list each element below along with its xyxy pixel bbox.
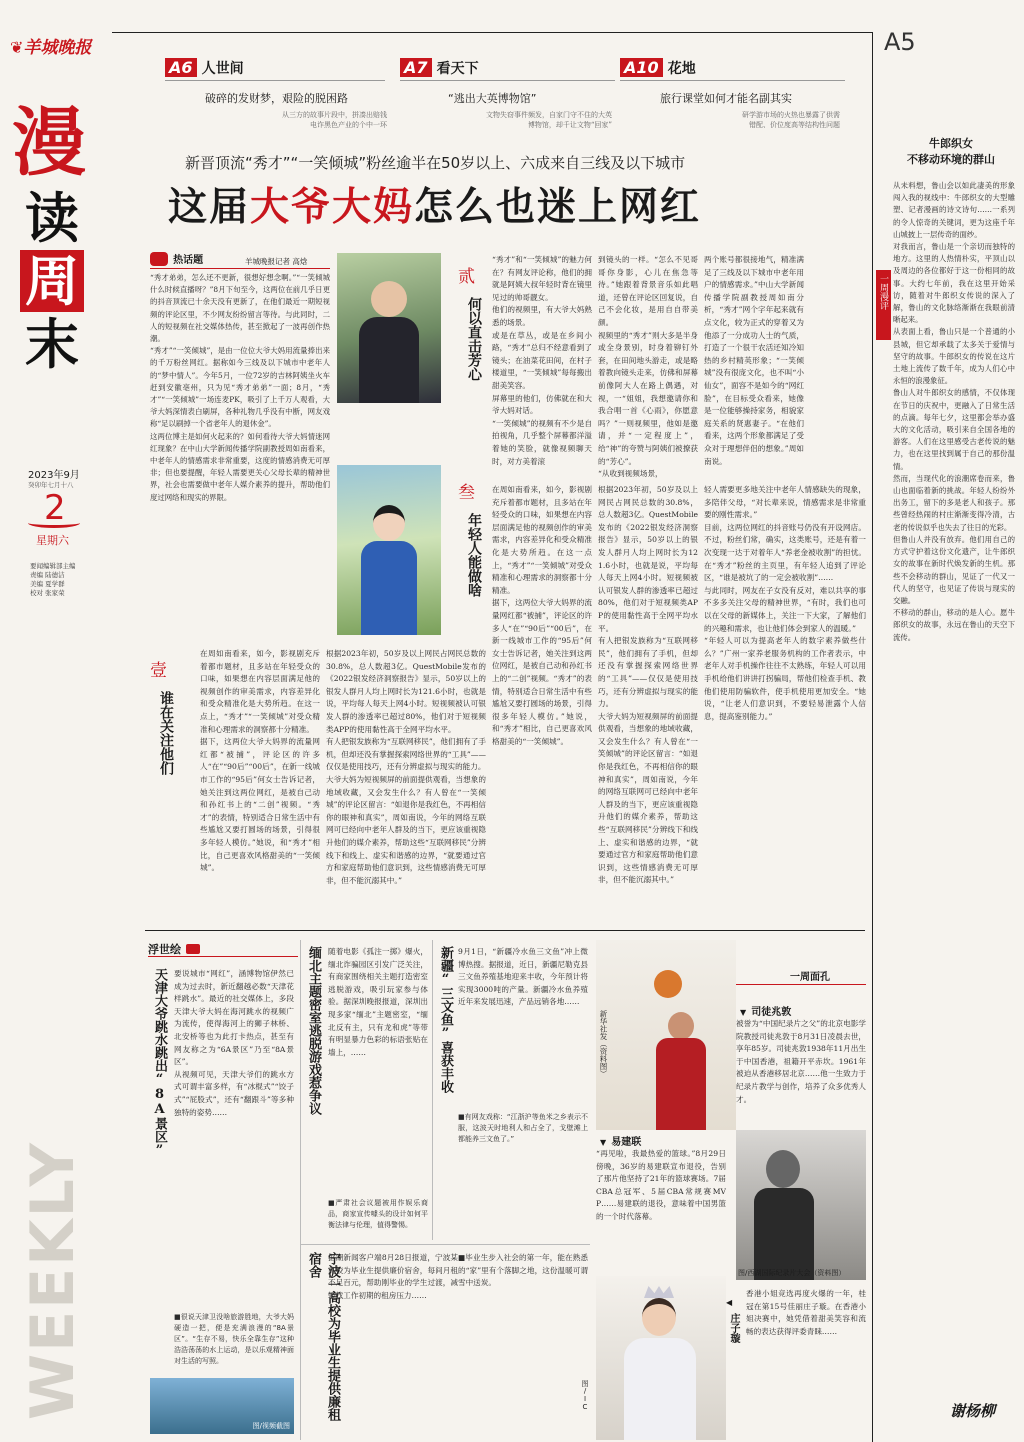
nav-strip (165, 58, 865, 140)
photo-zhuang-zixuan (596, 1276, 726, 1440)
nav-headline: “逃出大英博物馆” (448, 92, 537, 105)
section-marker-1: 壹 谁在关注他们 (150, 661, 174, 775)
float-item-title: 宁波一高校为毕业生提供廉租宿舍 (306, 1252, 340, 1421)
photo-yi-jianlian (596, 940, 736, 1130)
lead-col-a2: 根据2023年初，50岁及以上网民占网民总数的30.8%，总人数超3亿。QuestMobile发布的《2022银发经济洞察报告》显示，50岁以上的银发人群月人均上网时长为121.6小时，也就是说，平均每人每天上网4小时。短视频被认可银发人群的渗透率已超过80%，他们对于短视频类APP的使用黏性高于全网平均水平。 有人把银发族称为“互联网移民”，他们拥有了手机，但却还没有掌握探索网络世界的“工具”——仅仅是使用技巧，还有分辨虚拟与现实的能力。 大爷大妈为短视频屏的前面提供观看，当想象的地域收藏，又会发生什么？有人曾在“一笑倾城”的评论区留言：“如退你是我红色，不再相信你的眼神和真实”，周如南说，今年的网络互联网可已经向中老年人群及的当下，更应该重视隐升他们的媒介素养，帮助这些“互联网移民”分辨线下和线上、虚实和谐感的边界，“就要通过官方和家庭帮助他们意识到，这些情感消费无可厚非，但不能沉溺其中。” (326, 649, 486, 885)
people-name-2: ▼ 司徒兆敦 (740, 1007, 792, 1018)
lunar-date: 癸卯年七月十八 (28, 481, 74, 489)
section-marker-2: 贰 何以直击芳心 (458, 267, 482, 381)
review-title: 牛郎织女 不移动环境的群山 (907, 137, 995, 166)
people-text-3: 香港小姐竞选再度火爆的一年，桂冠在第15号佳丽庄子璇。在香港小姐决赛中，她凭借着甜美笑容和流畅的表达获得评委青睐…… (746, 1289, 866, 1336)
nav-item-a10[interactable] (620, 58, 860, 129)
masthead-logo: ❦羊城晚报 (10, 38, 92, 58)
basketball-icon (654, 970, 682, 998)
people-text-2: 被誉为“中国纪录片之父”的北京电影学院教授司徒兆敦于8月31日凌晨去世，享年85岁。司徒兆敦1938年11月出生于中国香港，祖籍开平赤坎。1961年被迫从香港移居北京……他一生致力于纪录片教学与创作，培养了众多优秀人才。 (736, 1019, 866, 1104)
review-tag: 一周漫评 (876, 270, 891, 340)
hot-topic-tag: 热话题 (150, 248, 203, 267)
nav-name: 看天下 (436, 61, 479, 77)
photo-situ-zhaodun (736, 1130, 866, 1280)
crown-icon (644, 1286, 674, 1298)
section-title-char: 漫 (12, 100, 86, 186)
lead-col-e: 在周如南看来，如今，影视剧充斥着都市题材，且多站在年轻受众的口味，如果想在内容层面满足他的视频创作的审美需求，内容差异化和受众精准化是大势所趋。在这一点上，“秀才”“一笑倾城”对受众精准和心理需求的洞察都十分精准。 据下，这两位大爷大妈界的流量网红都“被捕”，评论区的许多人“在”“90后”“00后”，在新一线城市工作的“95后”何女士告诉记者，她关注到这两位网红，是被自己动和孙红书上的“二创”视频。“秀才”的表情，特别适合日常生活中有些尴尬又要打圆场的场景，引得很多年轻人模仿。”她说，和“秀才”相比，自己更喜欢风格甜美的“一笑倾城”。 (492, 485, 592, 746)
section-marker-3: 叁 年轻人能做啥 (458, 483, 482, 597)
float-item-note: ■很说天津卫没啥旅游胜地，大爷大妈硬造一把，便是充满浪漫的“8A景区”。“生存不易，快乐全靠生存”这种浩浩荡荡的水上运动，是以乐观精神面对生活的写照。 (174, 1313, 294, 1365)
nav-sub: 文物失窃事件频发，自家门守不住的大英 博物馆，却千让文物“回家” (486, 111, 612, 129)
photo-tianjin-dive (150, 1378, 294, 1434)
chat-bubble-icon (150, 252, 168, 266)
float-item-title: 缅北主题密室逃脱游戏惹争议 (306, 946, 321, 1115)
nav-code: A6 (165, 58, 197, 77)
photo-caption: 图/IC (581, 1380, 589, 1411)
photo-credit: 图/视频截图 (252, 1422, 290, 1430)
float-item-text: 9月1日，“新疆冷水鱼三文鱼”冲上微博热搜。据报道，近日，新疆尼勒克县三文鱼养殖基地迎来丰收，今年预计将实现3000吨的产量。新疆冷水鱼养殖近年来发展迅速，产品远销各地…… (458, 947, 588, 1007)
triangle-icon: ▼ (600, 1138, 607, 1147)
camera-icon (186, 944, 200, 954)
float-item-title: 天津大爷跳水跳出“8A景区” (152, 968, 167, 1158)
lead-title: 这届大爷大妈怎么也迷上网红 (168, 185, 702, 230)
lead-col-g: 轻人需要更多地关注中老年人情感缺失的现象，多陪伴父母，“对长辈来说，情感需求是非常重要的刚性需求。” 目前，这两位网红的抖音账号仍没有开设网店。不过，粉丝们常，确实，这类账号，还是有着一次变现一达于对着年人“养老金被收割”的担忧。在“秀才”粉丝的主页里，有年轻人追到了评论区，“谁是被坑了的一定会被收割”…… 与此同时，网友在子女没有反对，难以共享的事不多多关注父母的精神世界，“有时，我们也可以在父母的新媒体上，关注一下大家，了解他们的兴趣和需求，也让他们体会到家人的温暖。” “年轻人可以为提高老年人的数字素养做些什么？”广州一家养老服务机构的工作者表示，中老年人对手机操作往往不太熟练，年轻人可以用手机给他们讲讲打拐骗局，帮他们检查手机、教他们使用防骗软件，使手机使用更加安全。“她说，“让老人们意识到，不要轻易泄露个人信息，提高鉴别能力。” (704, 485, 866, 721)
nav-item-a6[interactable] (165, 58, 395, 129)
photo-caption: 新华社发（资料图） (599, 1010, 608, 1078)
review-text: 从未料想，鲁山会以如此凄美的形象闯入我的视线中：牛郎织女的大型雕塑、记者漫画的诗文诗句……一系列的令人惊奇的关键词，更为这座千年山城披上一层传奇的面纱。 对我而言，鲁山是一个亲切而独特的地方。这里的人热情朴实，平顶山以及周边的各位都好于这一份相同的故事。大约七年前，我在这里开始采访，随着对牛郎织女传说的深入了解，鲁山的文化脉络渐渐在我眼前清晰起来。 从表面上看，鲁山只是一个普通的小县城，但它却承载了太多关于爱情与坚守的故事。牛郎织女的传说在这片土地上流传了数千年，成为人们心中永恒的浪漫象征。 鲁山人对牛郎织女的感情，不仅体现在节日的庆祝中，更融入了日常生活的点滴。每年七夕，这里都会举办盛大的文化活动，吸引来自全国各地的游客。人们在这里感受古老传说的魅力，也在这里找到属于自己的那份温情。 然而，当现代化的浪潮席卷而来，鲁山也面临着新的挑战。年轻人纷纷外出务工，留下的多是老人和孩子。那些曾经热闹的村庄渐渐变得冷清，古老的传说似乎也失去了往日的光彩。 但鲁山人并没有放弃。他们用自己的方式守护着这份文化遗产，让牛郎织女的故事在新时代焕发新的生机。那些不会移动的群山，见证了一代又一代人的坚守，也见证了传说与现实的交融。 不移动的群山，移动的是人心。愿牛郎织女的故事，永远在鲁山的天空下流传。 (893, 181, 1015, 642)
float-news-tag: 浮世绘 (148, 938, 200, 957)
nav-name: 花地 (667, 61, 696, 77)
section-title-char: 读 (25, 186, 79, 250)
person-figure-icon (668, 1012, 694, 1040)
lead-col-c: 到镜头的一样。“怎么不见哥哥你身影，心儿在焦急等待。”她跟着背景音乐如此唱道，还曾在评论区回复说，自己不会化妆，是用自自带美颜。 视频里的“秀才”则大多是半身或全身景别，时身着铆钉外套，在田间地头游走，或是略着教向镜头走来，仿佛和屏幕前像阿大人在路上偶遇，对视，一“姐姐，我想邀请你和我合唱一首《心雨》，你愿意吗？”一则视频里，他如是邀请，并“一定程度上”，给“神”的夸赞与阿姨们被撩获的“芳心”。 “从收到视频场景， (598, 255, 698, 479)
nav-name: 人世间 (201, 61, 244, 77)
people-tag: 一周面孔 (790, 972, 830, 983)
byline: 羊城晚报记者 高焓 (245, 257, 308, 266)
person-figure-icon (642, 1298, 676, 1336)
weekly-watermark: WEEKLY (18, 1141, 88, 1420)
float-item-title: 新疆“三文鱼”喜获丰收 (438, 946, 453, 1093)
lead-col-d: 两个账号都很接地气，精准满足了三线及以下城市中老年用户的情感需求。”中山大学新闻传播学院副教授周如南分析，“秀才”网个字年起来就有点文化，较为正式的穿着又为他添了一分成功人士的气质，打造了一个很干农活还知冷知热的乡村精英形象；“一笑倾城”没有很庞文化，也不叫“小仙女”，面容不是如今的“网红脸”，在目标受众看来，她像是一位能够操持家务，相貌家庭关系的贤惠妻子。“在他们看来，这两个形象都满足了受众对于理想伴侣的想象。”周如南说。 (704, 255, 804, 466)
section-title (12, 100, 92, 376)
nav-headline: 破碎的发财梦，艰险的脱困路 (205, 92, 348, 105)
people-name-1: ▼ 易建联 (600, 1137, 642, 1148)
float-item-note: ■严肃社会议题被用作娱乐商品，商家宣传噱头的设计如何平衡法律与伦理，值得警惕。 (328, 1199, 428, 1229)
photo-xiucai (337, 253, 441, 403)
weekday: 星期六 (36, 534, 69, 547)
lead-intro: “秀才弟弟，怎么还不更新，很想好想念啊。”“一笑倾城什么时候直播呀？”8月下旬至今，这两位在前几乎日更的抖音顶流已十余天没有更新了，在他们最近一期短视频的评论区里，不少网友纷纷留言等待。与此同时，二人的短视频在社交媒体热传，甚至掀起了一波再创作热潮。 “秀才”“一笑倾城”，是由一位位大爷大妈用流量捧出来的千万粉丝网红。据称如今三线及以下城市中老年人的“梦中情人”。今年5月，一位72岁的吉林阿姨坐火车赶到安徽亳州，只为见“秀才弟弟”一面；8月，“秀才”“一笑倾城”一场连麦PK，吸引了上千万人观看，大爷大妈深情表白刷屏，各种礼物几乎没有中断，网友戏称“足以刷掉一个省老年人的退休金”。 这两位博主是如何火起来的？如何看待大爷大妈情迷网红现象？在中山大学新闻传播学院副教授周如南看来，中老年人的情感需求非常重要，这度的情感消费无可厚非；但也要提醒，年轻人需要更关心父母长辈的精神世界，社会也需要做中老年人媒介素养的提升，帮助他们度过网络和现实的界限。 (150, 273, 330, 502)
day-swoosh-icon (28, 518, 80, 528)
nav-sub: 研学游市场的火热也暴露了供需 错配、价位度高等结构性问题 (742, 111, 840, 129)
section-title-char: 末 (25, 312, 79, 376)
triangle-icon: ◀ (726, 1298, 733, 1307)
nav-code: A10 (620, 58, 663, 77)
float-item-text: 据潮新闻客户端8月28日报道，宁波某高校为毕业生提供廉价宿舍，每间月租不足百元，帮助刚毕业的学生过渡，减轻找工作初期的租房压力…… (328, 1253, 458, 1300)
logo-swirl-icon: ❦ (10, 38, 24, 57)
float-item-text: 要说城市“网红”，涵博物馆伊然已成为过去时，新近翻越必数“天津花样跳水”。最近的社交媒体上，多段天津大爷大妈在海河跳水的视频广为流传，使得海河上的狮子林桥、北安桥等也为此打卡热点，甚至有网友称之为“6A景区”乃至“8A景区”。 从视频可见，天津大爷们的跳水方式可谓丰富多样，有“冰棍式”“饺子式”“屁股式”，还有“翻跟斗”等多种独特的姿势…… (174, 969, 294, 1117)
lead-kicker: 新晋顶流“秀才”“一笑倾城”粉丝逾半在50岁以上、六成来自三线及以下城市 (185, 154, 686, 172)
lead-col-a: 在周如南看来，如今，影视剧充斥着都市题材，且多站在年轻受众的口味，如果想在内容层面满足他的视频创作的审美需求，内容差异化和受众精准化是大势所趋。在这一点上，“秀才”“一笑倾城”对受众精准和心理需求的洞察都十分精准。 据下，这两位大爷大妈界的流量网红都“被捕”，评论区的许多人“在”“90后”“00后”，在新一线城市工作的“95后”何女士告诉记者，她关注到这两位网红，是被自己动和孙红书上的“二创”视频。“秀才”的表情，特别适合日常生活中有些尴尬又要打圆场的场景，引得很多年轻人模仿。”她说，和“秀才”相比，自己更喜欢风格甜美的“一笑倾城”。 (200, 649, 320, 873)
nav-code: A7 (400, 58, 432, 77)
person-figure-icon (371, 281, 407, 317)
nav-item-a7[interactable] (400, 58, 630, 129)
page-number: A5 (884, 28, 916, 56)
people-text-1: “再见啦，我最热爱的篮球。”8月29日傍晚，36岁的易建联宣布退役，告别了那片他坚持了21年的篮球赛场。7届CBA总冠军、5届CBA常规赛MVP……易建联的退役，意味着中国男篮的一个时代落幕。 (596, 1149, 726, 1221)
float-item-note: ■毕业生步入社会的第一年，能在熟悉的“家”里有个落脚之地，这份温暖可谓雪中送炭。 (458, 1253, 588, 1288)
person-figure-icon (373, 505, 405, 541)
section-title-char: 周 (20, 250, 84, 312)
nav-sub: 从三方的故事片段中，拼凑出赔钱 电诈黑色产业的个中一环 (282, 111, 387, 129)
people-name-3: ◀ 庄子璇 (726, 1298, 739, 1343)
issue-date: 2023年9月 (28, 470, 80, 481)
review-author: 谢杨柳 (950, 1402, 996, 1420)
person-figure-icon (766, 1150, 800, 1188)
editors: 要闻编辑部主编 责编 陆德洁 美编 夏学群 校对 张家荣 (30, 562, 76, 597)
lead-col-f: 根据2023年初，50岁及以上网民占网民总数的30.8%，总人数超3亿。QuestMobile发布的《2022银发经济洞察报告》显示，50岁以上的银发人群月人均上网时长为121.6小时，也就是说，平均每人每天上网4小时。短视频被认可银发人群的渗透率已超过80%，他们对于短视频类APP的使用黏性高于全网平均水平。 有人把银发族称为“互联网移民”，他们拥有了手机，但却还没有掌握探索网络世界的“工具”——仅仅是使用技巧，还有分辨虚拟与现实的能力。 大爷大妈为短视频屏的前面提供观看，当想象的地域收藏，又会发生什么？有人曾在“一笑倾城”的评论区留言：“如退你是我红色，不再相信你的眼神和真实”，周如南说，今年的网络互联网可已经向中老年人群及的当下，更应该重视隐升他们的媒介素养，帮助这些“互联网移民”分辨线下和线上、虚实和谐感的边界，“就要通过官方和家庭帮助他们意识到，这些情感消费无可厚非，但不能沉溺其中。” (598, 485, 698, 885)
lead-col-b: “秀才”和“一笑倾城”的魅力何在？有网友评论称，他们的拥就是阿姨大叔年轻时背在镜里见过的帅哥靓女。 他们的视频里，有大爷大妈熟悉的场景。 或是在草丛，或是在乡间小路，“秀才”总归不经意看到了镜头；在油菜花田间，在村子楼道里，“一笑倾城”每每搬出甜美笑容。 屏幕里的他们，仿佛就在和大爷大妈对话。 “一笑倾城”的视频有不少是自拍视角，几乎整个屏幕都洋溢着她的笑脸，就像视频聊天时，对方美着滚 (492, 255, 592, 466)
day-number: 2 (44, 488, 66, 528)
nav-headline: 旅行课堂如何才能名副其实 (660, 92, 792, 105)
photo-yixiaoqingcheng (337, 465, 441, 635)
photo-caption: 图/西湖国际纪录片大会（资料图） (738, 1269, 846, 1277)
triangle-icon: ▼ (740, 1008, 747, 1017)
float-item-note: ■有网友戏称：“江浙沪等鱼米之乡表示不服，这波天时地利人和占全了，戈壁滩上都能养三文鱼了。” (458, 1113, 588, 1143)
float-item-text: 随着电影《孤注一掷》爆火，缅北诈骗园区引发广泛关注，有商家围绕相关主题打造密室逃脱游戏，吸引玩家参与体验。据深圳晚报报道，深圳出现多家“缅北”主题密室，“缅北反有主，只有龙和虎”等带有明显暴力色彩的标语张贴在墙上，…… (328, 947, 428, 1057)
